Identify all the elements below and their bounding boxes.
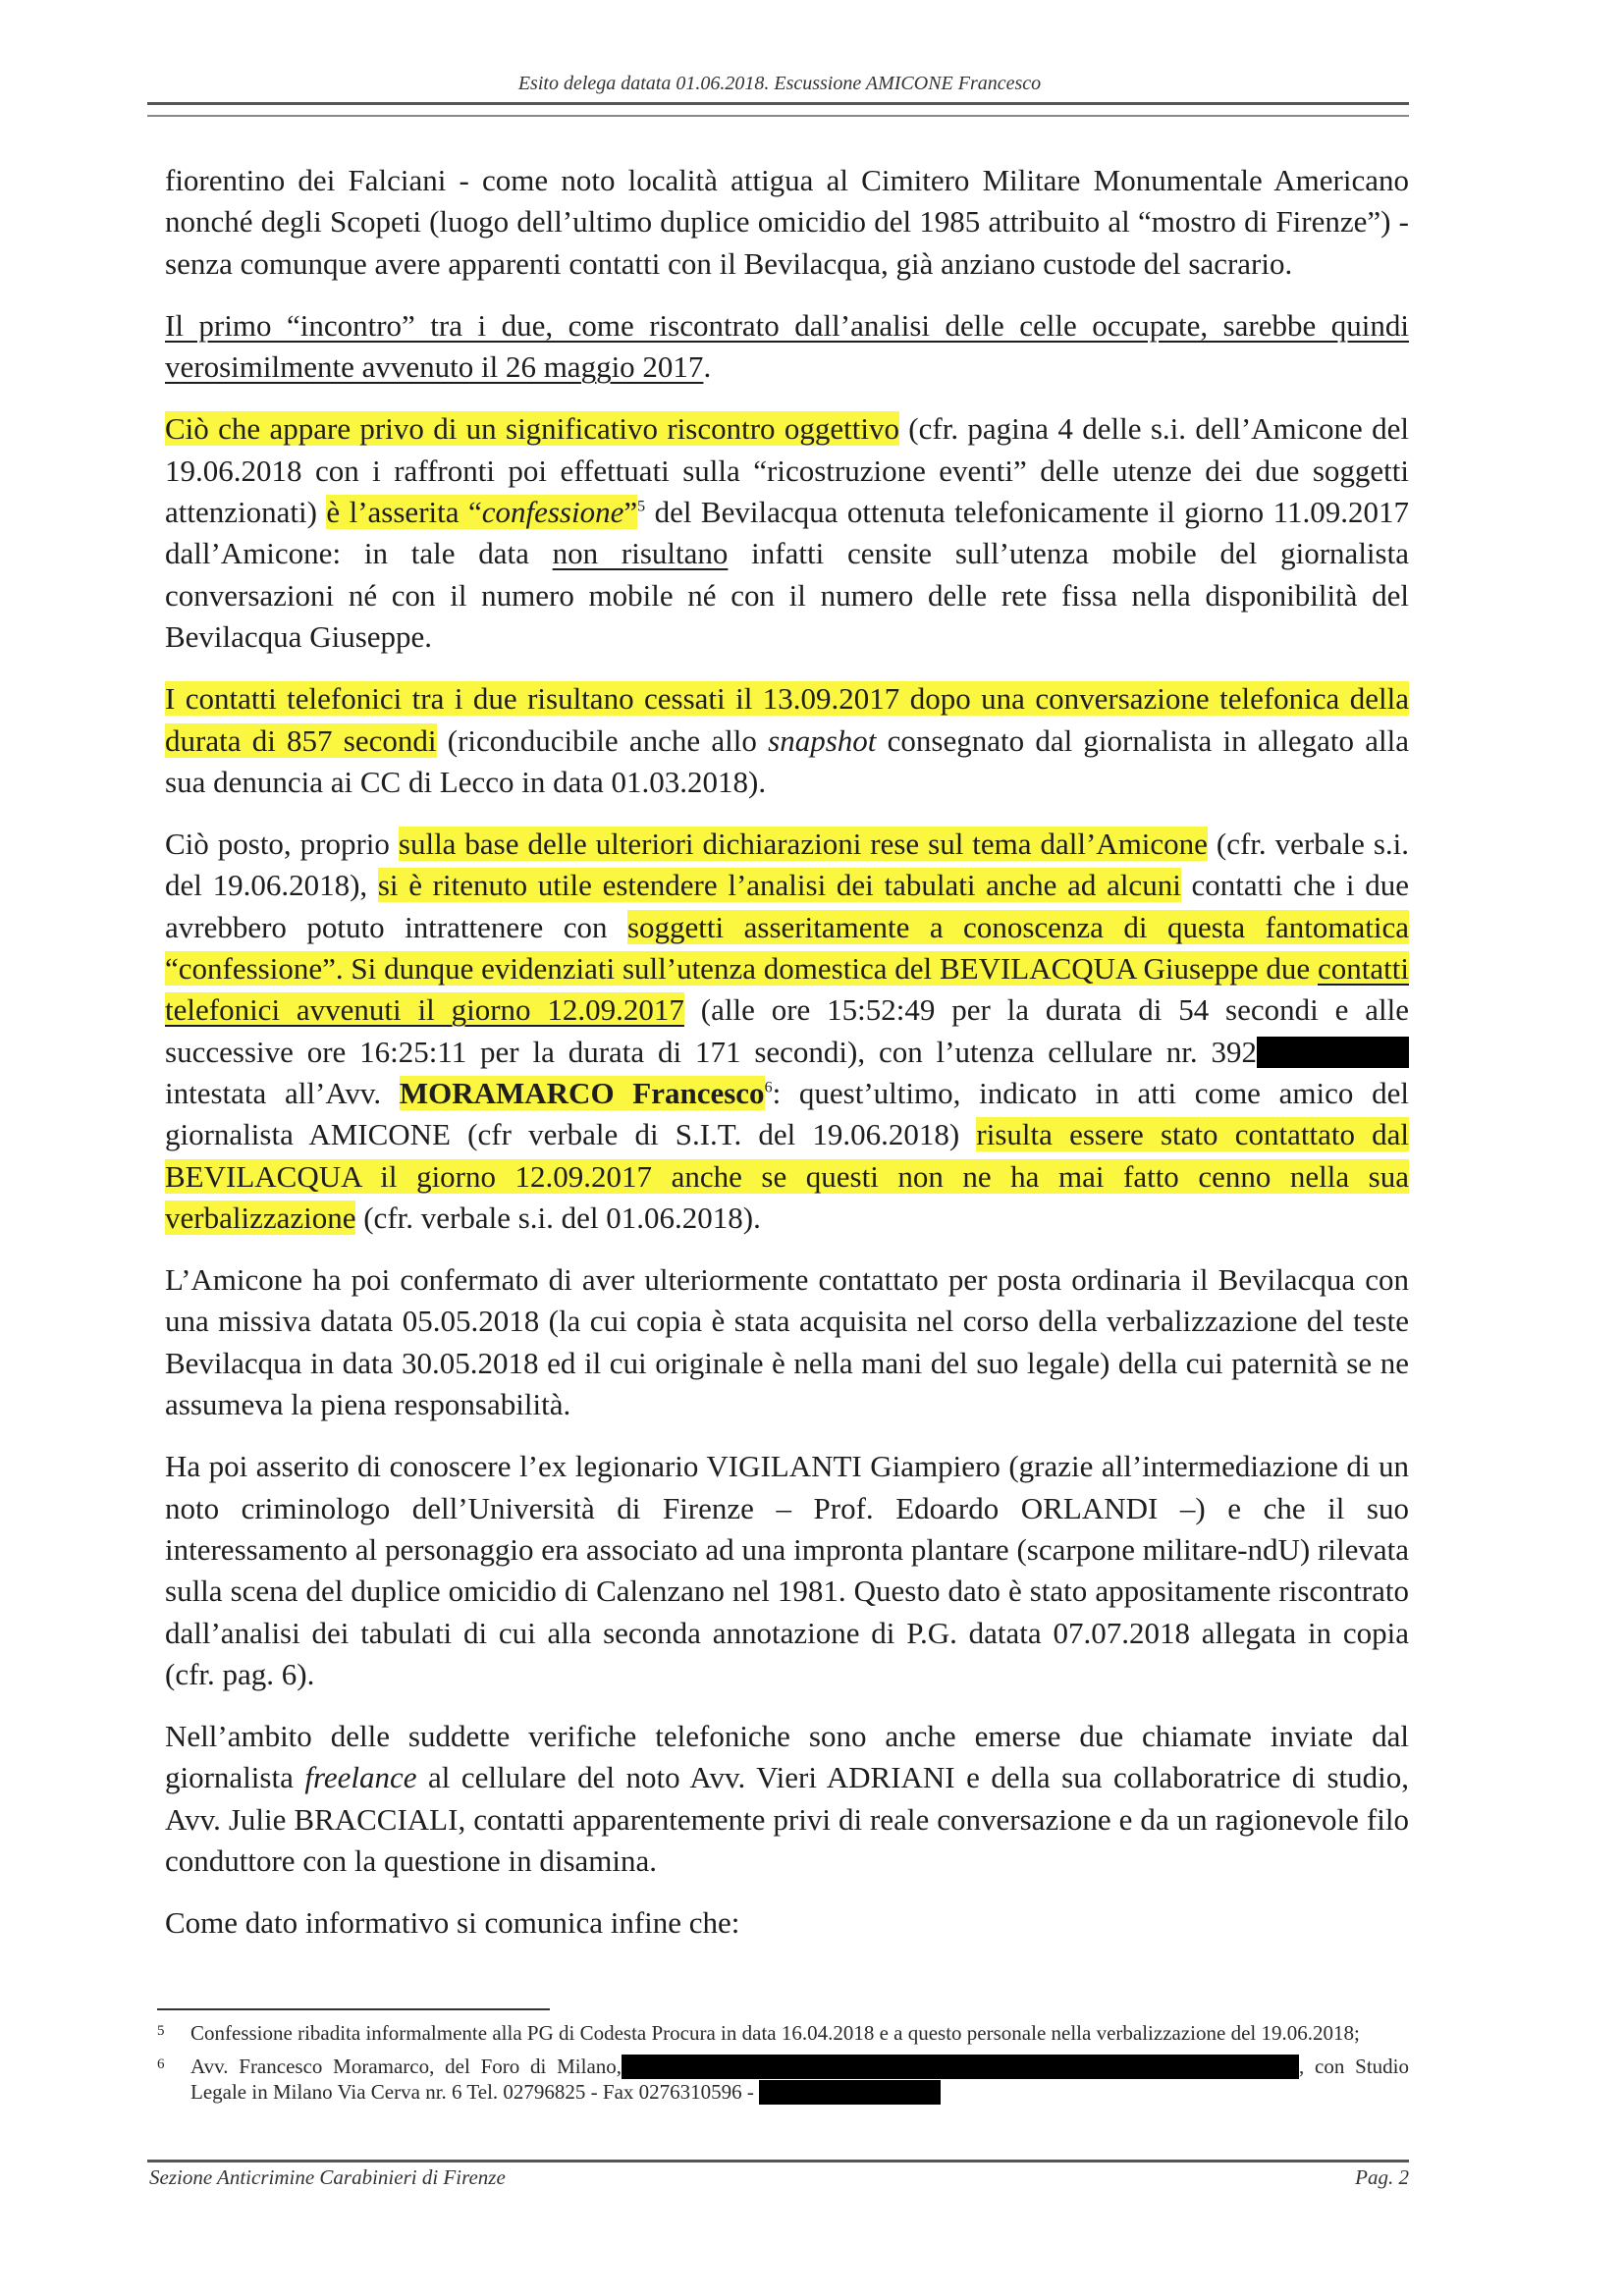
paragraph-7: Ha poi asserito di conoscere l’ex legionario VIGILANTI Giampiero (grazie all’intermediazione di un noto criminologo dell’Università di Firenze – Prof. Edoardo ORLANDI –) e che il suo interessamento al personaggio era associato ad una impronta plantare (scarpone militare-ndU) rilevata sulla scena del duplice omicidio di Calenzano nel 1981. Questo dato è stato appositamente riscontrato dall’analisi dei tabulati di cui alla seconda annotazione di P.G. datata 07.07.2018 allegata in copia (cfr. pag. 6). [165, 1449, 1409, 1691]
paragraph-8 [165, 1716, 1409, 1882]
footer-section-name: Sezione Anticrimine Carabinieri di Firenze [149, 2165, 506, 2189]
text-run: ” [623, 495, 638, 530]
paragraph-2 [165, 305, 1409, 389]
footnote-text: , con Studio Legale in Milano Via Cerva nr. 6 Tel. 02796825 - Fax 0276310596 - [190, 2055, 1409, 2104]
footnote-text: Avv. Francesco Moramarco, del Foro di Milano, [190, 2055, 622, 2078]
text-run: (riconducibile anche allo [436, 722, 769, 758]
text-run: (cfr. verbale s.i. del 19.06.2018), [165, 827, 1409, 903]
text-run: Ciò posto, proprio [165, 827, 399, 862]
italic-text: confessione [481, 495, 624, 530]
footnote-6 [157, 2054, 1409, 2105]
footnote-rule [157, 2008, 550, 2010]
highlighted-text: I contatti telefonici tra i due risultano cessati il 13.09.2017 dopo una conversazione telefonica della durata di 857 secondi [165, 681, 1409, 758]
footnote-text: Confessione ribadita informalmente alla PG di Codesta Procura in data 16.04.2018 e a questo personale nella verbalizzazione del 19.06.2018; [190, 2021, 1360, 2045]
italic-text: freelance [304, 1760, 417, 1795]
underlined-text: Il primo “incontro” tra i due, come riscontrato dall’analisi delle celle occupate, sarebbe quindi verosimilmente avvenuto il 26 maggio 2017 [165, 307, 1409, 385]
highlighted-text: Ciò che appare privo di un significativo riscontro oggettivo [165, 411, 899, 447]
text-run: (cfr. pagina 4 delle s.i. dell’Amicone del 19.06.2018 con i raffronti poi effettuati sulla “ricostruzione eventi” delle utenze dei due soggetti attenzionati) [165, 411, 1409, 530]
text-run: : quest’ultimo, indicato in atti come amico del giornalista AMICONE (cfr verbale di S.I.T. del 19.06.2018) [165, 1075, 1409, 1152]
underlined-text: non risultano [552, 536, 729, 571]
page-number: Pag. 2 [1355, 2165, 1409, 2189]
paragraph-3 [165, 408, 1409, 658]
paragraph-9: Come dato informativo si comunica infine che: [165, 1905, 740, 1941]
paragraph-1: fiorentino dei Falciani - come noto località attigua al Cimitero Militare Monumentale Americano nonché degli Scopeti (luogo dell’ultimo duplice omicidio del 1985 attribuito al “mostro di Firenze”) - senza comunque avere apparenti contatti con il Bevilacqua, già anziano custode del sacrario. [165, 163, 1409, 281]
redaction-bar [622, 2055, 1299, 2079]
footnote-ref-6: 6 [764, 1079, 773, 1096]
highlighted-text: sulla base delle ulteriori dichiarazioni rese sul tema dall’Amicone [398, 827, 1208, 862]
paragraph-5 [165, 824, 1409, 1239]
text-run: consegnato dal giornalista in allegato alla sua denuncia ai CC di Lecco in data 01.03.2018). [165, 722, 1409, 799]
text-run: soggetti asseritamente a conoscenza di questa fantomatica “confessione”. Si dunque evidenziati sull’utenza domestica del BEVILACQUA Giuseppe due [165, 909, 1409, 987]
highlighted-text: risulta essere stato contattato dal BEVILACQUA il giorno 12.09.2017 anche se questi non ne ha mai fatto cenno nella sua verbalizzazione [165, 1117, 1409, 1235]
header-title: Esito delega datata 01.06.2018. Escussione AMICONE Francesco [517, 73, 1042, 94]
text-run: intestata all’Avv. [165, 1075, 400, 1110]
footnote-number: 6 [157, 2056, 165, 2072]
italic-text: snapshot [768, 722, 877, 758]
paragraph-4 [165, 678, 1409, 803]
text-run: (cfr. verbale s.i. del 01.06.2018). [355, 1200, 761, 1235]
text-run: del Bevilacqua ottenuta telefonicamente il giorno 11.09.2017 dall’Amicone: in tale data [165, 495, 1409, 571]
highlighted-text: si è ritenuto utile estendere l’analisi dei tabulati anche ad alcuni [377, 868, 1181, 903]
footnote-number: 5 [157, 2023, 165, 2039]
text-run: è l’asserita “ [326, 495, 482, 530]
text-run: Nell’ambito delle suddette verifiche telefoniche sono anche emerse due chiamate inviate dal giornalista [165, 1719, 1409, 1795]
text-run: (alle ore 15:52:49 per la durata di 54 secondi e alle successive ore 16:25:11 per la durata di 171 secondi), con l’utenza cellulare nr. 392 [165, 992, 1409, 1069]
underlined-text: contatti telefonici avvenuti il giorno 12.09.2017 [165, 951, 1409, 1028]
footnotes [157, 2020, 1409, 2112]
header-rule [147, 102, 1409, 117]
redaction-bar [1257, 1037, 1409, 1068]
highlighted-text [326, 495, 637, 529]
footnote-ref-5: 5 [637, 498, 646, 515]
footer-rule [147, 2160, 1409, 2163]
footnote-5 [157, 2020, 1409, 2046]
redaction-bar [759, 2080, 941, 2105]
text-run: infatti censite sull’utenza mobile del giornalista conversazioni né con il numero mobile né con il numero delle rete fissa nella disponibilità del Bevilacqua Giuseppe. [165, 536, 1409, 654]
highlighted-name: MORAMARCO Francesco [399, 1075, 765, 1110]
text-run: al cellulare del noto Avv. Vieri ADRIANI e della sua collaboratrice di studio, Avv. Julie BRACCIALI, contatti apparentemente privi di reale conversazione e da un ragionevole filo conduttore con la questione in disamina. [165, 1760, 1409, 1878]
paragraph-6: L’Amicone ha poi confermato di aver ulteriormente contattato per posta ordinaria il Bevilacqua con una missiva datata 05.05.2018 (la cui copia è stata acquisita nel corso della verbalizzazione del teste Bevilacqua in data 30.05.2018 ed il cui originale è nella mani del suo legale) della cui paternità se ne assumeva la piena responsabilità. [165, 1262, 1409, 1422]
text-run: contatti che i due avrebbero potuto intrattenere con [165, 868, 1409, 944]
body-text [165, 160, 1409, 1965]
paragraph-2-end: . [703, 349, 712, 385]
